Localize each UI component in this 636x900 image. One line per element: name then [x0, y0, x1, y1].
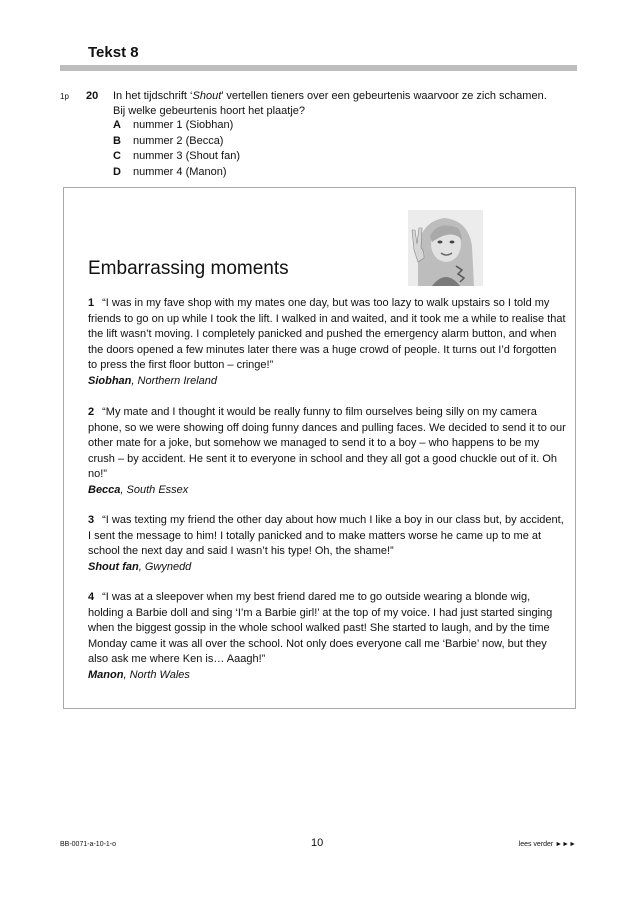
section-title: Tekst 8 — [88, 44, 139, 61]
story-place: , North Wales — [123, 668, 190, 681]
option-letter: A — [113, 119, 121, 131]
story-place: , Northern Ireland — [131, 374, 217, 387]
option-text: nummer 1 (Siobhan) — [133, 119, 234, 131]
option-letter: C — [113, 150, 121, 162]
option-text: nummer 4 (Manon) — [133, 165, 227, 178]
story-author: Becca — [88, 483, 121, 496]
blonde-girl-photo — [408, 210, 483, 286]
option-letter: B — [113, 134, 121, 147]
option-text: nummer 2 (Becca) — [133, 134, 224, 147]
story-signature — [88, 375, 217, 387]
question-text: In het tijdschrift ‘Shout’ vertellen tieners over een gebeurtenis waarvoor ze zich schamen. Bij welke gebeurtenis hoort het plaatje? — [113, 90, 547, 117]
footer-exam-code: BB-0071-a-10-1-o — [60, 841, 117, 848]
story-2 — [88, 405, 568, 499]
story-3 — [88, 513, 568, 575]
story-place: , Gwynedd — [138, 560, 192, 573]
story-number: 2 — [88, 406, 95, 418]
question-number: 20 — [86, 90, 99, 102]
question-text-start: In het tijdschrift — [113, 90, 191, 102]
title-rule — [60, 65, 577, 71]
answer-options — [113, 119, 240, 181]
story-author: Manon — [88, 668, 124, 681]
option-d[interactable] — [113, 166, 240, 182]
question-points: 1p — [60, 92, 69, 101]
story-1 — [88, 296, 568, 390]
story-text: “My mate and I thought it would be really funny to film ourselves being silly on my camera phone, so we were showing off doing funny dances and pulling faces. We decided to send it to our other mate for a joke, but somehow we managed to send it to a boy – who happens to be my crush – by accident. He sent it to everyone in school and they all got a good chuckle out of it. Oh no!” — [88, 406, 566, 481]
story-signature — [88, 669, 190, 681]
story-place: , South Essex — [120, 483, 189, 496]
story-signature — [88, 561, 191, 573]
story-signature — [88, 484, 188, 496]
question-text-end: vertellen tieners over een gebeurtenis waarvoor ze zich schamen. Bij welke gebeurtenis hoort het plaatje? — [113, 90, 547, 117]
page-number: 10 — [311, 837, 324, 849]
story-author: Siobhan — [88, 374, 132, 387]
story-number: 1 — [88, 297, 95, 309]
option-text: nummer 3 (Shout fan) — [133, 150, 240, 162]
option-a[interactable] — [113, 119, 240, 135]
story-text: “I was texting my friend the other day about how much I like a boy in our class but, by accident, I sent the message to him! I totally panicked and to make matters worse he came up to me at school the next day and said I wasn’t his type! Oh, the shame!” — [88, 514, 564, 558]
story-number: 4 — [88, 591, 95, 603]
continue-indicator: lees verder ►►► — [518, 841, 576, 848]
story-number: 3 — [88, 514, 95, 526]
story-4 — [88, 590, 568, 684]
option-c[interactable] — [113, 150, 240, 166]
article-title: Embarrassing moments — [88, 258, 289, 279]
option-letter: D — [113, 165, 121, 178]
story-text: “I was in my fave shop with my mates one day, but was too lazy to walk upstairs so I told my friends to go on up while I took the lift. I walked in and waited, and it took me a while to realise that the lift wasn’t moving. I completely panicked and pushed the emergency alarm button, and when the doors opened a few minutes later there was a huge crowd of people. It turns out I’d forgotten to press the first floor button – cringe!” — [88, 297, 566, 372]
option-b[interactable] — [113, 135, 240, 151]
story-author: Shout fan — [88, 560, 139, 573]
question-magazine-name: Shout — [192, 90, 222, 102]
story-text: “I was at a sleepover when my best friend dared me to go outside wearing a blonde wig, holding a Barbie doll and sing ‘I’m a Barbie girl!’ at the top of my voice. I had just started singing when the biggest gossip in the whole school walked past! She started to laugh, and by the time Monday came it was all over the school. Not only does everyone call me ‘Barbie’ now, but they also ask me where Ken is… Aaagh!” — [88, 591, 553, 666]
